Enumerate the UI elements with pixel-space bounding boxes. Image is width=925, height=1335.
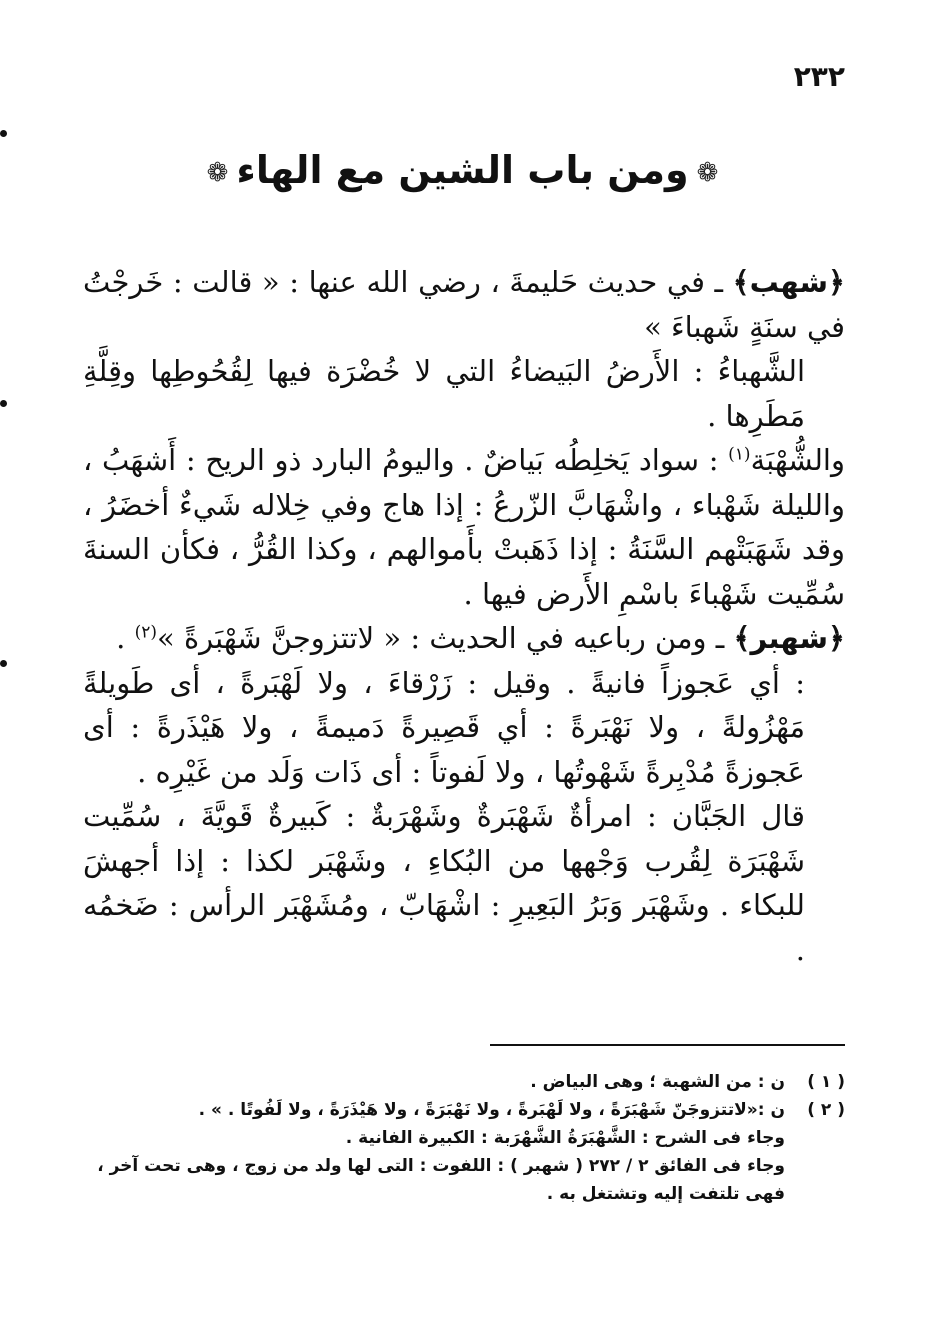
entry-shahbar-definition [83, 661, 845, 795]
footnotes [83, 1068, 845, 1208]
ornament-right-icon: ❁ [696, 157, 719, 188]
chapter-title [0, 148, 925, 192]
scan-edge-mark [0, 660, 7, 667]
entry-shahbar-intro [83, 616, 845, 661]
footnote-ref-1[interactable]: (١) [728, 444, 751, 465]
footnote-line: وجاء فى الفائق ٢ / ٢٧٢ ( شهبر ) : اللفوت : التى لها ولد من زوج ، وهى تحت آخر ، [97, 1156, 785, 1176]
main-text [83, 260, 845, 972]
entry-shahb-detail [83, 438, 845, 616]
headword-shahb: ﴿شهب﴾ [732, 265, 846, 299]
entry-line: . [116, 621, 135, 655]
entry-line: : أي عَجوزاً فانيةً . وقيل : زَرْقاءَ ، ولا لَهْبَرةً ، أى طَويلةً مَهْزُولةً ، ولا نَهْبَرةً : أي قَصِيرةً دَميمةً ، ولا هَيْذَرةً : أى عَجوزةً مُدْبِرةً شَهْوتُها ، ولا لَفوتاً : أى ذَات وَلَد من غَيْرِه . [83, 665, 805, 789]
page-number: ٢٣٢ [793, 60, 845, 93]
footnote-text [83, 1068, 785, 1096]
entry-line: قال الجَبَّان : امرأةٌ شَهْبَرةٌ وشَهْرَبةٌ : كَبيرةٌ قَويَّةَ ، سُمِّيت شَهْبَرَة لِقُرب وَجْهها من البُكاءِ ، وشَهْبَر لكذا : إذا أجهشَ للبكاء . وشَهْبَر وَبَرُ البَعِيرِ : اشْهَابّ ، ومُشَهْبَر الرأس : ضَخمُه . [83, 799, 805, 967]
entry-shahbar-quote [83, 794, 845, 972]
entry-shahb-intro [83, 260, 845, 349]
footnote-2 [83, 1096, 845, 1208]
chapter-title-text: ومن باب الشين مع الهاء [236, 148, 689, 192]
footnote-ref-2[interactable]: (٢) [134, 622, 157, 643]
footnote-line: ن : من الشهبة ؛ وهى البياض . [530, 1072, 785, 1092]
entry-line: : سواد يَخلِطُه بَياضٌ . واليومُ البارد ذو الريح : أَشهَبُ ، والليلة شَهْباء ، واشْهَابَّ الزّرعُ : إذا هاج وفي خِلاله شَيءٌ أخضَرُ ، وقد شَهَبَتْهم السَّنَةُ : إذا ذَهَبتْ بأَموالهم ، وكذا القُرُّ ، فكأن السنةَ سُمِّيت شَهْباءَ باسْمِ الأَرض فيها . [83, 443, 845, 611]
footnote-1 [83, 1068, 845, 1096]
entry-line: ـ في حديث حَليمةَ ، رضي الله عنها : « قالت : خَرجْتُ في سنَةٍ شَهباءَ » [83, 265, 845, 344]
entry-line: ـ ومن رباعيه في الحديث : « لاتتزوجنَّ شَهْبَرةً » [157, 621, 725, 655]
entry-line: الشَّهباءُ : الأَرضُ البَيضاءُ التي لا خُضْرَة فيها لِقُحُوطِها وقِلَّةِ مَطَرِها . [83, 354, 805, 433]
footnote-line: فهى تلتفت إليه وتشتغل به . [546, 1184, 785, 1204]
footnote-line: ن :«لاتتزوجَنّ شَهْبَرَةً ، ولا لَهْبَرةً ، ولا نَهْبَرَةً ، ولا هَيْذَرَةً ، ولا لَفُوتًا . » . [198, 1100, 785, 1120]
headword-shahbar: ﴿شهبر﴾ [733, 621, 845, 655]
footnote-text [83, 1096, 785, 1208]
footnote-number: ( ١ ) [807, 1072, 845, 1092]
entry-line: والشُّهْبَة [750, 443, 845, 477]
footnote-line: وجاء فى الشرح : الشَّهْبَرَةُ الشَّهْرَبة : الكبيرة الفانية . [345, 1128, 785, 1148]
scan-edge-mark [0, 400, 7, 407]
entry-shahb-definition [83, 349, 845, 438]
ornament-left-icon: ❁ [206, 157, 229, 188]
footnote-divider [490, 1044, 845, 1046]
footnote-number: ( ٢ ) [807, 1100, 845, 1120]
scan-edge-mark [0, 130, 7, 137]
